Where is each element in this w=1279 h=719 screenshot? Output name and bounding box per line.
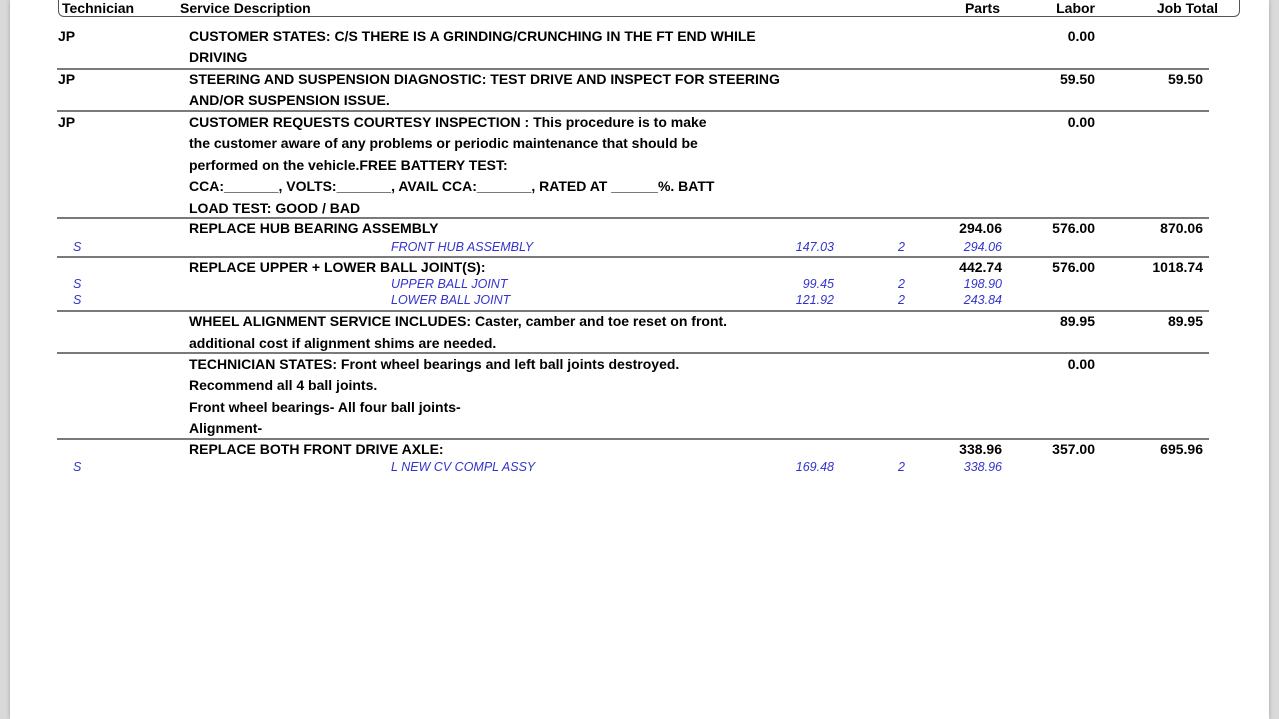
job-labor: 357.00	[1052, 441, 1095, 457]
part-unit-price: 169.48	[795, 460, 834, 474]
job-description-line: AND/OR SUSPENSION ISSUE.	[189, 92, 390, 108]
part-unit-price: 99.45	[802, 277, 834, 291]
job-total: 1018.74	[1152, 259, 1203, 275]
row-divider	[57, 110, 1209, 112]
part-description: FRONT HUB ASSEMBLY	[391, 240, 534, 254]
part-description: UPPER BALL JOINT	[391, 277, 508, 291]
row-divider	[57, 68, 1209, 70]
job-description-line: REPLACE UPPER + LOWER BALL JOINT(S):	[189, 259, 486, 275]
header-technician: Technician	[62, 0, 135, 16]
job-labor: 0.00	[1067, 114, 1095, 130]
part-code: S	[73, 293, 82, 307]
job-total: 59.50	[1167, 71, 1203, 87]
part-description: L NEW CV COMPL ASSY	[391, 460, 536, 474]
job-labor: 576.00	[1052, 220, 1095, 236]
job-description-line: additional cost if alignment shims are needed.	[189, 335, 497, 351]
job-total: 695.96	[1160, 441, 1203, 457]
job-description-line: WHEEL ALIGNMENT SERVICE INCLUDES: Caster, camber and toe reset on front.	[189, 313, 728, 329]
job-labor: 0.00	[1067, 28, 1095, 44]
part-unit-price: 147.03	[795, 240, 834, 254]
job-total: 870.06	[1160, 220, 1203, 236]
part-code: S	[73, 277, 82, 291]
job-description-line: Recommend all 4 ball joints.	[189, 377, 378, 393]
job-description-line: STEERING AND SUSPENSION DIAGNOSTIC: TEST DRIVE AND INSPECT FOR STEERING	[189, 71, 780, 87]
part-description: LOWER BALL JOINT	[391, 293, 511, 307]
part-quantity: 2	[898, 293, 905, 307]
part-extended-price: 294.06	[963, 240, 1002, 254]
job-description-line: Front wheel bearings- All four ball joints-	[189, 399, 461, 415]
header-parts: Parts	[964, 0, 1000, 16]
job-technician: JP	[58, 28, 76, 44]
job-description-line: performed on the vehicle.FREE BATTERY TEST:	[189, 157, 508, 173]
row-divider	[57, 352, 1209, 354]
part-unit-price: 121.92	[795, 293, 834, 307]
part-quantity: 2	[898, 240, 905, 254]
job-labor: 89.95	[1059, 313, 1095, 329]
part-code: S	[73, 460, 82, 474]
job-technician: JP	[58, 114, 76, 130]
job-labor: 576.00	[1052, 259, 1095, 275]
job-description-line: LOAD TEST: GOOD / BAD	[189, 200, 361, 216]
job-labor: 59.50	[1059, 71, 1095, 87]
job-description-line: REPLACE BOTH FRONT DRIVE AXLE:	[189, 441, 444, 457]
job-parts: 294.06	[959, 220, 1002, 236]
row-divider	[57, 310, 1209, 312]
job-description-line: REPLACE HUB BEARING ASSEMBLY	[189, 220, 439, 236]
row-divider	[57, 217, 1209, 219]
header-labor: Labor	[1056, 0, 1095, 16]
job-description-line: CUSTOMER REQUESTS COURTESY INSPECTION : This procedure is to make	[189, 114, 707, 130]
job-technician: JP	[58, 71, 76, 87]
header-service-description: Service Description	[180, 0, 311, 16]
job-total: 89.95	[1167, 313, 1203, 329]
invoice-page	[10, 0, 1269, 719]
job-description-line: DRIVING	[189, 49, 248, 65]
header-job-total: Job Total	[1156, 0, 1218, 16]
job-description-line: the customer aware of any problems or periodic maintenance that should be	[189, 135, 698, 151]
job-description-line: TECHNICIAN STATES: Front wheel bearings and left ball joints destroyed.	[189, 356, 680, 372]
job-parts: 338.96	[959, 441, 1002, 457]
job-description-line: CUSTOMER STATES: C/S THERE IS A GRINDING/CRUNCHING IN THE FT END WHILE	[189, 28, 756, 44]
part-quantity: 2	[898, 277, 905, 291]
part-code: S	[73, 240, 82, 254]
part-extended-price: 198.90	[963, 277, 1002, 291]
part-extended-price: 338.96	[963, 460, 1002, 474]
job-description-line: Alignment-	[189, 420, 263, 436]
job-labor: 0.00	[1067, 356, 1095, 372]
part-extended-price: 243.84	[963, 293, 1002, 307]
job-description-line: CCA:_______, VOLTS:_______, AVAIL CCA:_______, RATED AT ______%. BATT	[189, 178, 715, 194]
part-quantity: 2	[898, 460, 905, 474]
row-divider	[57, 438, 1209, 440]
row-divider	[57, 256, 1209, 258]
job-parts: 442.74	[959, 259, 1002, 275]
